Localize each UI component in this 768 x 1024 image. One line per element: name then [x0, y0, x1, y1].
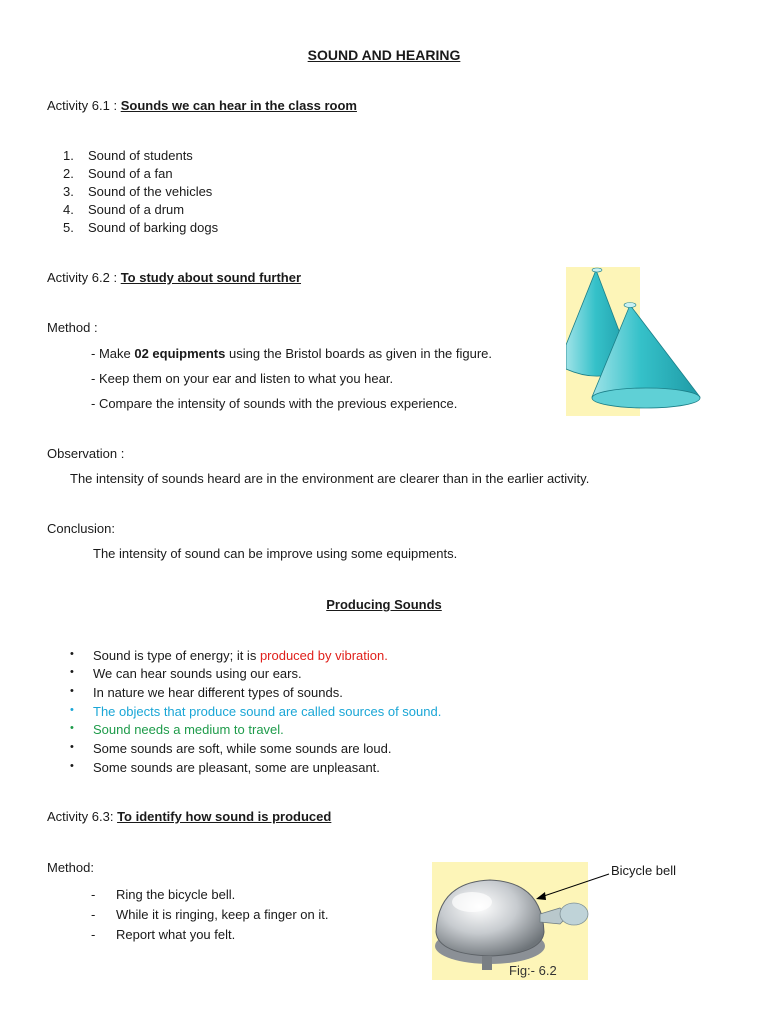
bullet-icon: • — [70, 741, 74, 753]
activity-6-3-heading: Activity 6.3: To identify how sound is produced — [47, 809, 332, 824]
bicycle-bell-label: Bicycle bell — [611, 863, 677, 878]
pointer-arrow — [538, 874, 609, 898]
bullet-icon: • — [70, 704, 74, 716]
cones-figure — [566, 267, 702, 417]
conclusion-text: The intensity of sound can be improve using some equipments. — [93, 546, 458, 561]
method-step: - Keep them on your ear and listen to what you hear. — [91, 371, 394, 386]
activity-6-1-title: Sounds we can hear in the class room — [120, 98, 357, 113]
page-title: SOUND AND HEARING — [307, 47, 461, 63]
figure-caption: Fig:- 6.2 — [509, 963, 557, 978]
bullet-icon: • — [70, 666, 74, 678]
bullet-icon: • — [70, 685, 74, 697]
observation-text: The intensity of sounds heard are in the environment are clearer than in the earlier activity. — [70, 471, 590, 486]
activity-6-3-title: To identify how sound is produced — [117, 809, 332, 824]
arrow-head-icon — [536, 892, 546, 900]
activity-6-2-heading: Activity 6.2 : To study about sound further — [47, 270, 302, 285]
method-label: Method: — [47, 860, 94, 875]
bullet-icon: • — [70, 760, 74, 772]
bullet-icon: • — [70, 722, 74, 734]
producing-sounds-heading: Producing Sounds — [326, 597, 442, 612]
conclusion-label: Conclusion: — [47, 521, 115, 536]
activity-6-1-prefix: Activity 6.1 : — [47, 98, 121, 113]
method-step: - Compare the intensity of sounds with the previous experience. — [91, 396, 458, 411]
activity-6-2-title: To study about sound further — [120, 270, 302, 285]
method-label: Method : — [47, 320, 98, 335]
activity-6-1-heading — [47, 98, 357, 113]
bicycle-bell-figure — [432, 862, 692, 982]
method-step: - Make 02 equipments using the Bristol boards as given in the figure. — [91, 346, 493, 361]
bell-icon — [435, 880, 588, 970]
observation-label: Observation : — [47, 446, 125, 461]
bullet-icon: • — [70, 648, 74, 660]
